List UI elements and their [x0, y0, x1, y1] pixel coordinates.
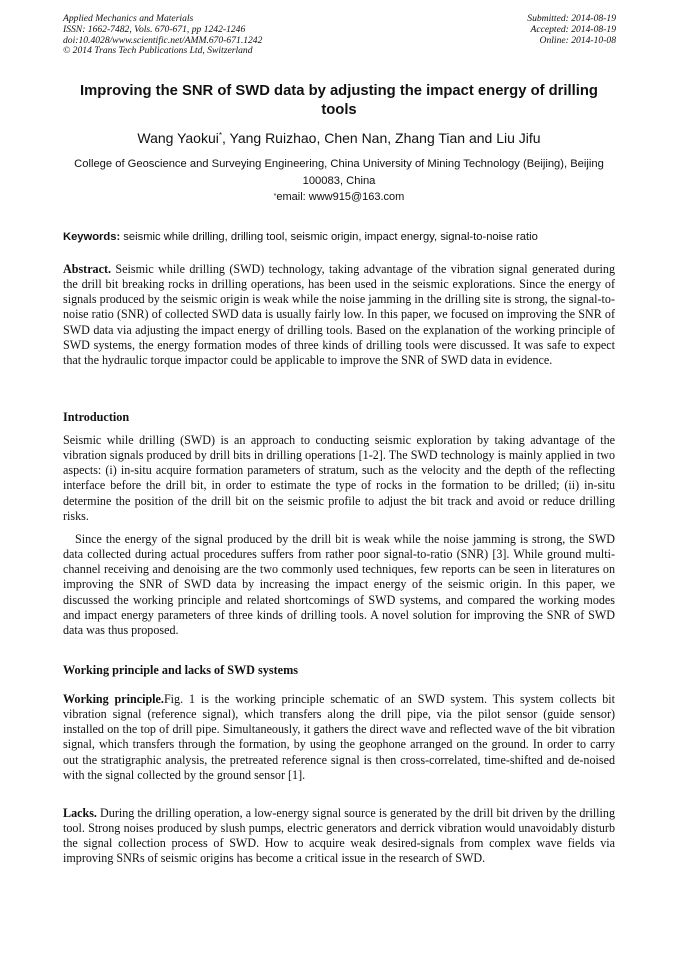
first-author: Wang Yaokui	[137, 130, 219, 146]
working-principle-paragraph	[63, 692, 615, 783]
heading-introduction: Introduction	[63, 410, 130, 424]
lacks-paragraph	[63, 806, 615, 867]
journal-name: Applied Mechanics and Materials	[63, 13, 194, 24]
author-list	[63, 129, 615, 147]
abstract	[63, 262, 615, 368]
abstract-label: Abstract.	[63, 262, 112, 276]
abstract-text: Seismic while drilling (SWD) technology, taking advantage of the vibration signal generated during the drill bit breaking rocks in drilling operations, has been used in the seismic explorations. Since the energy of signals produced by the seismic origin is weak while the noise jamming in the drilling site is strong, the signal-to-noise ratio (SNR) of collected SWD data is usually fairly low. In this paper, we focused on improving the SNR of SWD data via adjusting the impact energy of drilling tools. Based on the explanation of the working principle of SWD systems, the energy formation modes of three kinds of drilling tools were discussed. It was safe to expect that the hydraulic torque impactor could be applicable to improve the SNR of SWD data in evidence.	[63, 262, 615, 367]
lacks-label: Lacks.	[63, 806, 97, 820]
affiliation: College of Geoscience and Surveying Engineering, China University of Mining Technology (Beijing), Beijing 100083, China	[74, 158, 604, 187]
submission-dates	[527, 14, 616, 46]
online-date: Online: 2014-10-08	[539, 34, 616, 46]
email-mark: *	[273, 193, 277, 200]
journal-doi: doi:10.4028/www.scientific.net/AMM.670-671.1242	[63, 34, 263, 46]
journal-info	[63, 14, 262, 57]
heading-working-principle-lacks: Working principle and lacks of SWD systems	[63, 663, 298, 677]
accepted-date: Accepted: 2014-08-19	[530, 23, 616, 35]
journal-issn: ISSN: 1662-7482, Vols. 670-671, pp 1242-1246	[63, 23, 246, 35]
working-principle-text: Fig. 1 is the working principle schematic of an SWD system. This system collects bit vibration signal (reference signal), which transfers along the drill pipe, via the pilot sensor (guide sensor) installed on the top of drill pipe. Simultaneously, it gathers the direct wave and reflected wave of the bit vibration signal, which transfers through the formation, by using the geophone arranged on the ground. In order to carry out the stratigraphic analysis, the pretreated reference signal is then cross-correlated, time-shifted and de-noised with the signal collected by the ground sensor [1].	[63, 692, 616, 782]
intro-paragraph-2: Since the energy of the signal produced by the drill bit is weak while the noise jamming is strong, the SWD data collected during actual procedures suffers from rather poor signal-to-ratio (SNR) [3]. While ground multi-channel receiving and denoising are the two commonly used techniques, few reports can be seen in literatures on improving the SNR of SWD data by increasing the impact energy of the seismic origin. In this paper, we discussed the working principle and related shortcomings of SWD systems, and compared the working modes and impact energy parameters of three kinds of drilling tools. A novel solution for improving the SNR of SWD data was thus proposed.	[63, 532, 615, 637]
contact-email	[63, 189, 615, 205]
co-authors: , Yang Ruizhao, Chen Nan, Zhang Tian and Liu Jifu	[222, 130, 541, 146]
keywords	[63, 230, 623, 245]
lacks-text: During the drilling operation, a low-energy signal source is generated by the drill bit driven by the drilling tool. Strong noises produced by slush pumps, electric generators and derrick vibration would unavoidably disturb the signal collection process of SWD. How to acquire weak desired-signals from complex wave fields via improving SNRs of seismic origins has become a critical issue in the research of SWD.	[63, 806, 615, 866]
working-principle-label: Working principle.	[63, 692, 164, 706]
keywords-label: Keywords:	[63, 231, 121, 243]
submitted-date: Submitted: 2014-08-19	[527, 13, 616, 24]
email-text: email: www915@163.com	[276, 191, 405, 203]
keywords-text: seismic while drilling, drilling tool, seismic origin, impact energy, signal-to-noise ratio	[120, 231, 538, 243]
paper-title: Improving the SNR of SWD data by adjusting the impact energy of drilling tools	[80, 83, 598, 118]
journal-copyright: © 2014 Trans Tech Publications Ltd, Switzerland	[63, 45, 253, 57]
corresponding-mark: *	[218, 131, 222, 140]
intro-paragraph-1: Seismic while drilling (SWD) is an approach to conducting seismic exploration by taking advantage of the vibration signals produced by drill bits in drilling operations [1-2]. The SWD technology is mainly applied in two aspects: (i) in-situ acquire formation parameters of stratum, such as the velocity and the depth of the reflecting interface before the drill bit, in order to estimate the type of rocks in the formation to be drilled; (ii) in-situ determine the position of the drill bit on the seismic profile to adjust the bit track and avoid or reduce drilling risks.	[63, 433, 615, 523]
